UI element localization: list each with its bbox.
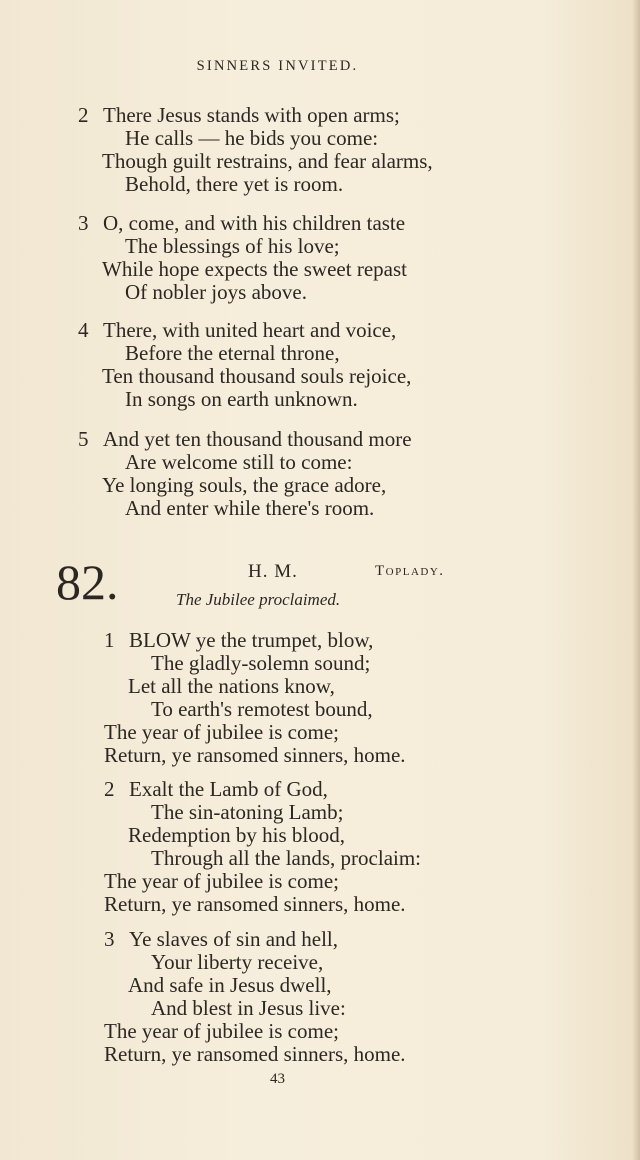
stanza-3b (104, 928, 406, 1066)
verse-line: And enter while there's room. (125, 496, 375, 520)
verse-line: Behold, there yet is room. (125, 172, 344, 196)
verse-line: The sin-atoning Lamb; (151, 800, 344, 824)
stanza-1b (104, 629, 406, 767)
verse-line: And safe in Jesus dwell, (128, 973, 332, 997)
verse-line: Though guilt restrains, and fear alarms, (102, 149, 433, 173)
stanza-number: 2 (78, 103, 89, 127)
stanza-2a (78, 104, 433, 196)
verse-line: While hope expects the sweet repast (102, 257, 407, 281)
verse-line: BLOW ye the trumpet, blow, (129, 628, 374, 652)
verse-line: The year of jubilee is come; (104, 869, 339, 893)
verse-line: Return, ye ransomed sinners, home. (104, 743, 406, 767)
page-edge-shadow (632, 0, 640, 1160)
verse-line: In songs on earth unknown. (125, 387, 358, 411)
stanza-number: 4 (78, 318, 89, 342)
verse-line: Ye slaves of sin and hell, (129, 927, 339, 951)
stanza-number: 3 (78, 211, 89, 235)
verse-line: Your liberty receive, (151, 950, 324, 974)
stanza-2b (104, 778, 421, 916)
hymn-number: 82. (56, 554, 119, 610)
page-number: 43 (270, 1071, 285, 1087)
hymn-title: The Jubilee proclaimed. (176, 590, 341, 609)
stanza-number: 1 (104, 628, 115, 652)
verse-line: There Jesus stands with open arms; (103, 103, 400, 127)
stanza-number: 2 (104, 777, 115, 801)
hymn-author: Toplady. (375, 563, 445, 579)
verse-line: The gladly-solemn sound; (151, 651, 371, 675)
verse-line: Redemption by his blood, (128, 823, 345, 847)
verse-line: Return, ye ransomed sinners, home. (104, 1042, 406, 1066)
verse-line: He calls — he bids you come: (125, 126, 379, 150)
verse-line: Ten thousand thousand souls rejoice, (102, 364, 412, 388)
stanza-3a (78, 212, 407, 304)
verse-line: To earth's remotest bound, (151, 697, 373, 721)
running-header: SINNERS INVITED. (196, 58, 359, 74)
stanza-number: 3 (104, 927, 115, 951)
verse-line: Ye longing souls, the grace adore, (102, 473, 387, 497)
verse-line: And blest in Jesus live: (151, 996, 346, 1020)
verse-line: Are welcome still to come: (125, 450, 353, 474)
verse-line: And yet ten thousand thousand more (103, 427, 412, 451)
verse-line: Exalt the Lamb of God, (129, 777, 328, 801)
verse-line: The blessings of his love; (125, 234, 340, 258)
verse-line: There, with united heart and voice, (103, 318, 397, 342)
verse-line: Of nobler joys above. (125, 280, 307, 304)
verse-line: Before the eternal throne, (125, 341, 340, 365)
verse-line: Through all the lands, proclaim: (151, 846, 422, 870)
verse-line: O, come, and with his children taste (103, 211, 406, 235)
hymn-meter: H. M. (248, 561, 298, 582)
verse-line: Return, ye ransomed sinners, home. (104, 892, 406, 916)
stanza-5a (78, 428, 412, 520)
verse-line: The year of jubilee is come; (104, 1019, 339, 1043)
stanza-4a (78, 319, 411, 411)
verse-line: The year of jubilee is come; (104, 720, 339, 744)
verse-line: Let all the nations know, (128, 674, 335, 698)
stanza-number: 5 (78, 427, 89, 451)
